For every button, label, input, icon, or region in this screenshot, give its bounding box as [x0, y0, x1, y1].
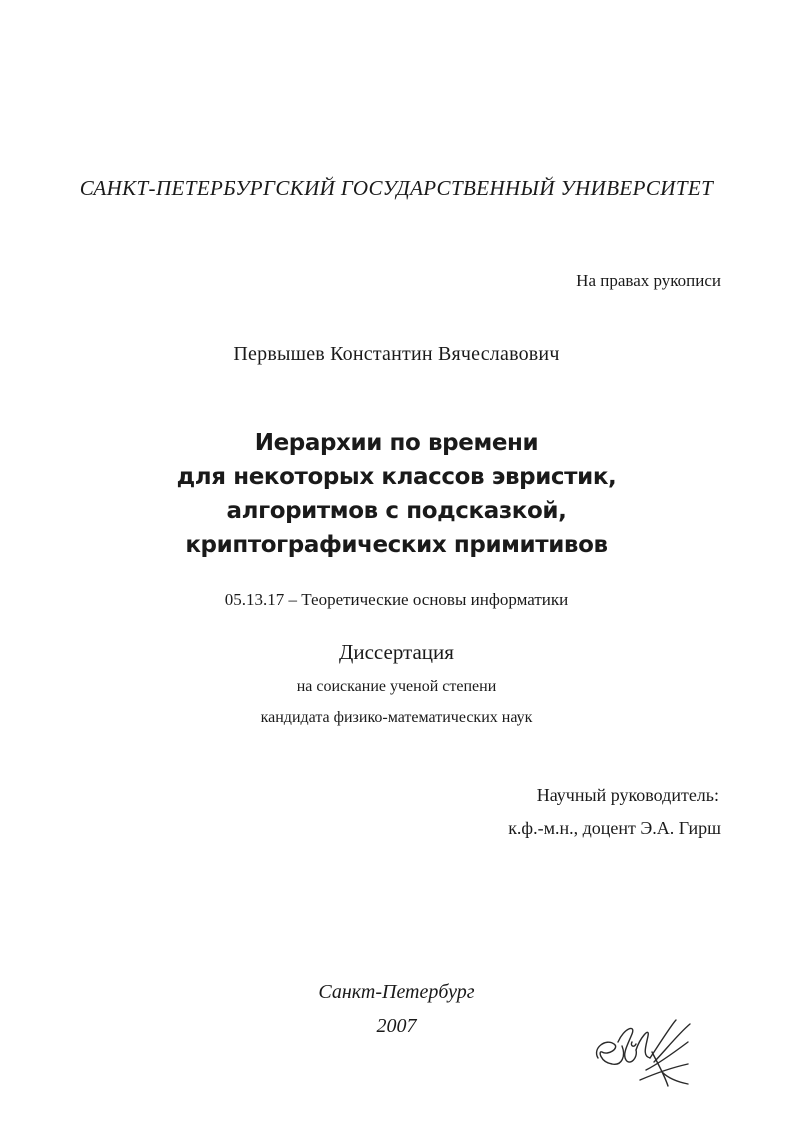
dissertation-title — [0, 426, 793, 562]
degree-line-1: на соискание ученой степени — [296, 678, 497, 695]
title-line: криптографических примитивов — [185, 532, 608, 558]
handwritten-signature — [592, 1012, 712, 1092]
advisor-name: к.ф.-м.н., доцент Э.А. Гирш — [508, 818, 721, 838]
degree-line-2: кандидата физико-математических наук — [260, 709, 533, 726]
advisor-label: Научный руководитель: — [536, 785, 719, 805]
year: 2007 — [376, 1015, 417, 1037]
author-name: Первышев Константин Вячеславович — [233, 343, 560, 365]
title-line: для некоторых классов эвристик, — [176, 464, 617, 490]
university-name: САНКТ-ПЕТЕРБУРГСКИЙ ГОСУДАРСТВЕННЫЙ УНИВЕРСИТЕТ — [79, 176, 714, 200]
title-line: алгоритмов с подсказкой, — [226, 498, 567, 524]
city: Санкт-Петербург — [318, 981, 475, 1003]
document-type: Диссертация — [339, 640, 454, 664]
title-line: Иерархии по времени — [254, 430, 539, 456]
specialty-code: 05.13.17 – Теоретические основы информатики — [224, 590, 569, 609]
manuscript-note: На правах рукописи — [576, 271, 721, 290]
